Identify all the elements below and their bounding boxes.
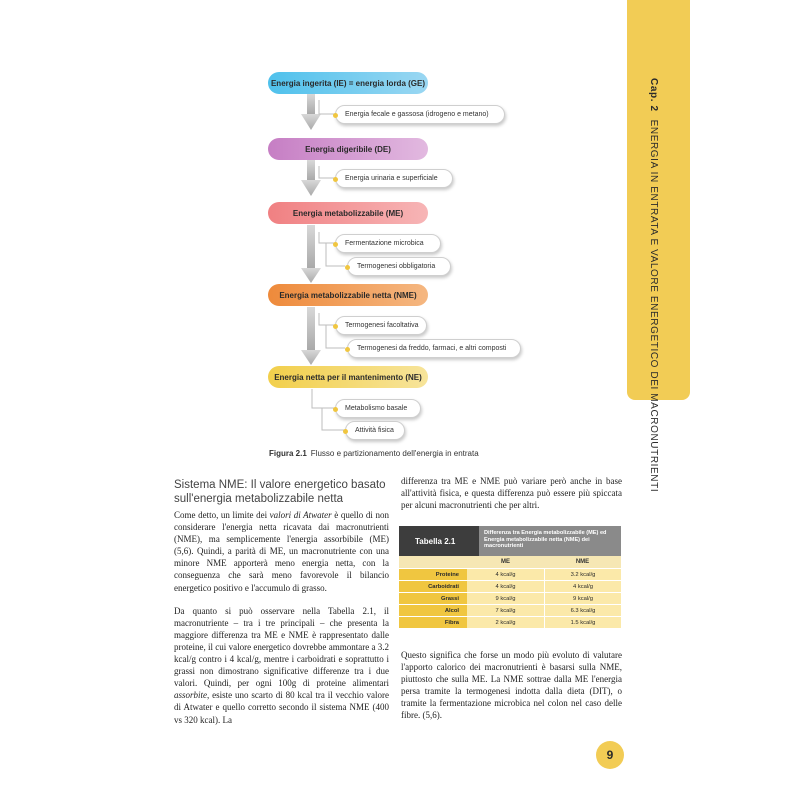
branch-line-2 — [319, 166, 334, 178]
bullet-dot — [333, 113, 338, 118]
loss-urinary-surface — [335, 169, 453, 188]
row-nme: 4 kcal/g — [545, 581, 621, 592]
bullet-dot — [345, 347, 350, 352]
figure-caption-label: Figura 2.1 — [269, 449, 307, 458]
row-nme: 1.5 kcal/g — [545, 617, 621, 628]
right-column-bottom — [401, 649, 622, 733]
flow-arrow-head-2 — [301, 180, 321, 196]
chapter-tab — [627, 0, 800, 493]
stage-de: Energia digeribile (DE) — [268, 138, 428, 160]
bullet-dot — [333, 407, 338, 412]
row-name: Grassi — [399, 593, 467, 604]
chapter-title: ENERGIA IN ENTRATA E VALORE ENERGETICO DEI MACRONUTRIENTI — [648, 119, 659, 493]
column-header-me: ME — [501, 559, 510, 565]
loss-label: Energia fecale e gassosa (idrogeno e metano) — [345, 111, 489, 118]
row-nme: 3.2 kcal/g — [545, 569, 621, 580]
loss-microbial-fermentation — [335, 234, 441, 253]
loss-label: Termogenesi obbligatoria — [357, 263, 436, 270]
loss-label: Energia urinaria e superficiale — [345, 175, 438, 182]
paragraph-1 — [174, 509, 389, 594]
flow-arrow-head-1 — [301, 114, 321, 130]
stage-me: Energia metabolizzabile (ME) — [268, 202, 428, 224]
stage-ne: Energia netta per il mantenimento (NE) — [268, 366, 428, 388]
column-header-empty — [399, 556, 467, 568]
table-label: Tabella 2.1 — [399, 526, 479, 556]
stage-nme: Energia metabolizzabile netta (NME) — [268, 284, 428, 306]
loss-label: Fermentazione microbica — [345, 240, 424, 247]
paragraph-2 — [174, 605, 389, 726]
figure-caption — [269, 449, 479, 458]
branch-line-1 — [319, 100, 334, 114]
row-me: 2 kcal/g — [467, 617, 545, 628]
column-header-nme: NME — [575, 559, 590, 565]
bullet-dot — [333, 177, 338, 182]
text-run-italic: assorbite — [174, 690, 208, 701]
flow-connectors — [0, 0, 620, 460]
table-description: Differenza tra Energia metabolizzabile (ME) ed Energia metabolizzabile netta (NME) dei macronutrienti — [479, 526, 621, 556]
bullet-dot — [345, 265, 350, 270]
row-me: 9 kcal/g — [467, 593, 545, 604]
text-run-italic: valori di Atwater — [269, 510, 332, 520]
row-nme: 9 kcal/g — [545, 593, 621, 604]
paragraph-4: Questo significa che forse un modo più evoluto di valutare l'apporto calorico dei macronutrienti è basarsi sulla NME, piuttosto che sulla ME. La NME sottrae dalla ME l'energia persa tramite la termogenesi indotta dalla dieta (DIT), o tramite la fermentazione microbica nel colon nel caso delle fibre. (5,6). — [401, 650, 622, 721]
row-name: Proteine — [399, 569, 467, 580]
table-row — [399, 592, 621, 604]
row-nme: 6.3 kcal/g — [545, 605, 621, 616]
flow-arrow-shaft-3 — [307, 225, 315, 268]
flow-arrow-shaft-2 — [307, 160, 315, 180]
row-name: Alcol — [399, 605, 467, 616]
text-run: Come detto, un limite dei — [174, 510, 270, 520]
row-me: 7 kcal/g — [467, 605, 545, 616]
table-2-1 — [399, 526, 621, 628]
text-run: , esiste uno scarto di 80 kcal tra il vecchio valore di Atwater e quello corretto secondo il sistema NME (400 vs 320 kcal). La — [174, 690, 389, 725]
chapter-number: Cap. 2 — [648, 78, 659, 112]
table-header — [399, 526, 621, 556]
energy-flow-diagram — [0, 0, 620, 460]
loss-facultative-thermogenesis — [335, 316, 427, 335]
loss-label: Termogenesi da freddo, farmaci, e altri composti — [357, 345, 507, 352]
loss-cold-drugs-thermogenesis — [347, 339, 521, 358]
flow-arrow-shaft-1 — [307, 94, 315, 114]
row-name: Fibra — [399, 617, 467, 628]
loss-label: Attività fisica — [355, 427, 394, 434]
row-name: Carboidrati — [399, 581, 467, 592]
table-row — [399, 580, 621, 592]
flow-arrow-head-3 — [301, 268, 321, 283]
row-me: 4 kcal/g — [467, 569, 545, 580]
text-run: Da quanto si può osservare nella Tabella 2.1, il macronutriente – tra i tre principali – che presenta la maggiore differenza tra ME e NME è rappresentato dalle proteine, il cui valore energetico dovrebbe ammontare a 3.2 kcal/g contro i 4 kcal/g, mentre i carboidrati e soprattutto i grassi non dimostrano significative differenze tra i due valori. Quindi, per ogni 100g di proteine alimentari — [174, 605, 389, 689]
left-column — [174, 509, 389, 737]
right-column-top — [401, 475, 622, 522]
loss-fecal-gas — [335, 105, 505, 124]
flow-arrow-head-4 — [301, 350, 321, 365]
table-row — [399, 568, 621, 580]
loss-physical-activity — [345, 421, 405, 440]
loss-basal-metabolism — [335, 399, 421, 418]
bullet-dot — [333, 324, 338, 329]
loss-label: Termogenesi facoltativa — [345, 322, 419, 329]
table-column-headers — [399, 556, 621, 568]
bullet-dot — [333, 242, 338, 247]
table-row — [399, 604, 621, 616]
stage-ie: Energia ingerita (IE) = energia lorda (GE) — [268, 72, 428, 94]
bullet-dot — [343, 429, 348, 434]
table-row — [399, 616, 621, 628]
figure-caption-text: Flusso e partizionamento dell'energia in entrata — [310, 449, 479, 458]
text-run: è quello di non considerare l'energia netta ricavata dai macronutrienti (NME), ma semplicemente l'energia assorbibile (ME) (5,6). Quindi, a parità di ME, un macronutriente con una minore NME apporterà meno energia netta, con la conseguenza che sarà meno favorevole il bilancio energetico positivo e l'accumulo di grasso. — [174, 510, 389, 593]
loss-label: Metabolismo basale — [345, 405, 408, 412]
section-heading: Sistema NME: Il valore energetico basato sull'energia metabolizzabile netta — [174, 479, 386, 505]
chapter-tab-label — [648, 78, 659, 493]
page-number: 9 — [596, 741, 624, 769]
row-me: 4 kcal/g — [467, 581, 545, 592]
flow-arrow-shaft-4 — [307, 307, 315, 350]
paragraph-3: differenza tra ME e NME può variare però anche in base all'attività fisica, e questa differenza può essere più spiccata per alcuni macronutrienti che per altri. — [401, 476, 622, 511]
loss-obligatory-thermogenesis — [347, 257, 451, 276]
